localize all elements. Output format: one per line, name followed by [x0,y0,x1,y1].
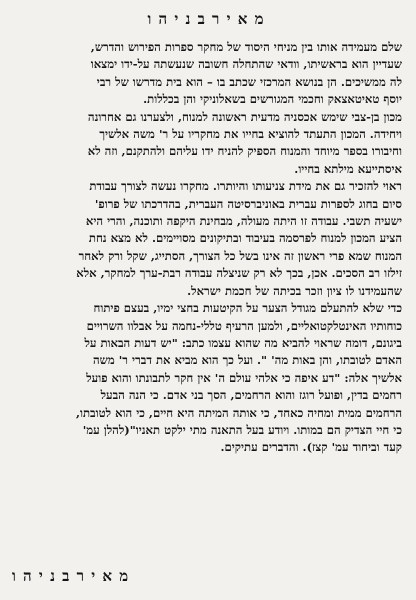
paragraph-4 [10,300,402,457]
text-line: שהעמידנו לו ציון וזכר בכיתה של חכמת ישראל. [187,283,402,298]
text-line: לה ממשיכים. הן בנושא המרכזי שכתב בו – הוא בית מדרשו של רבי [96,74,402,89]
text-line: כדי שלא להתעלם מגודל הצער על הקיטעות בחצי ימיו, בעצם פיתוח [93,301,402,316]
text-line: שלם מעמידה אותו בין מניחי היסוד של מחקר ספרות הפירוש והדרש, [90,40,402,54]
text-line: וחיבורו בספר מיוחד והמנוח הספיק להניח ידו עליהם ולהתקנם, וזה לא [87,144,402,159]
paragraph-3 [10,178,402,300]
text-line: זילזו רב הסכים. אכן, בכך לא רק שניצלה עבודה רבת-ערך למחקר, אלא [76,266,402,281]
page-header-title: מ א י ר ב נ י ה ו [147,10,265,28]
paragraph-2 [10,109,402,179]
text-line: הציע המכון למנוח לפרסמה בעיבוד ובתיקונים מסויימים. לא מצא נחת [88,231,402,246]
text-line: ראוי להזכיר גם את מידת צניעותו והיותרו. מחקרו נעשה לצורך עבודת [89,179,402,194]
text-line: איסתייעא מילתא בחייו. [294,161,402,176]
text-line: יוסף טאיטאצאק וחכמי המגורשים בשאלוניקי והן בכללות. [143,92,402,107]
text-line: המנוח שמא פרי ראשון זה אינו בשל כל הצורך, הסתייג, שקל ורק לאחר [78,248,402,263]
text-line: אלשיך אלה: "דע איפה כי אלהי עולם ה' אין חקר לתבונתו והוא פועל [86,370,402,385]
document-body [10,39,402,457]
text-line: כי חיי הצדיק הם במותו. ויודע בעל התאנה מתי ילקט תאניו"(להלן עמ' [82,422,402,437]
text-line: רחמים בדין, ופועל רוגז והוא הרחמים, הסך בני אדם. כי הנה הבעל [100,388,402,403]
text-line: ישעיה תשבי. עבודה זו היתה מעולה, מבחינת היקפה ותוכנה, והרי היא [85,214,402,229]
paragraph-1 [10,39,402,109]
text-line: האדם לטובתו, והן באות מה' ". ועל כך הוא מביא את דברי ר' משה [92,353,402,368]
author-signature: מ א י ר ב נ י ה ו [12,567,130,585]
text-line: ביגונם, דומה שראוי להביא מה שהוא עצמו כתב: "יש דעות הבאות על [84,335,402,350]
text-line: סיום בחוג לספרות עברית באוניברסיטה העברית, בהדרכתו של פרופ' [94,196,402,211]
text-line: כוחותיו האינטלקטואליים, ולמען הרעיף טללי-נחמה על אבלוו השרויים [86,318,402,333]
text-line: הרחמים ממית ומחיה כאחד, כי אותה המיתה היא חיים, כי הוא לטובתו, [75,405,402,420]
text-line: קעד וביחוד עמ' קצז). והדברים עתיקים. [220,440,402,455]
text-line: שעדיין הוא בראשיתו, וודאי שהתחלה חשובה שנעשתה על-ידו ימצאו [90,57,402,72]
text-line: מכון בן-צבי שימש אכסניה מדעית ראשונה למנוח, ולצערנו גם אחרונה [87,109,402,124]
text-line: ויחידה. המכון התעתד להוציא בחייו את מחקריו על ר' משה אלשיך [99,127,402,142]
